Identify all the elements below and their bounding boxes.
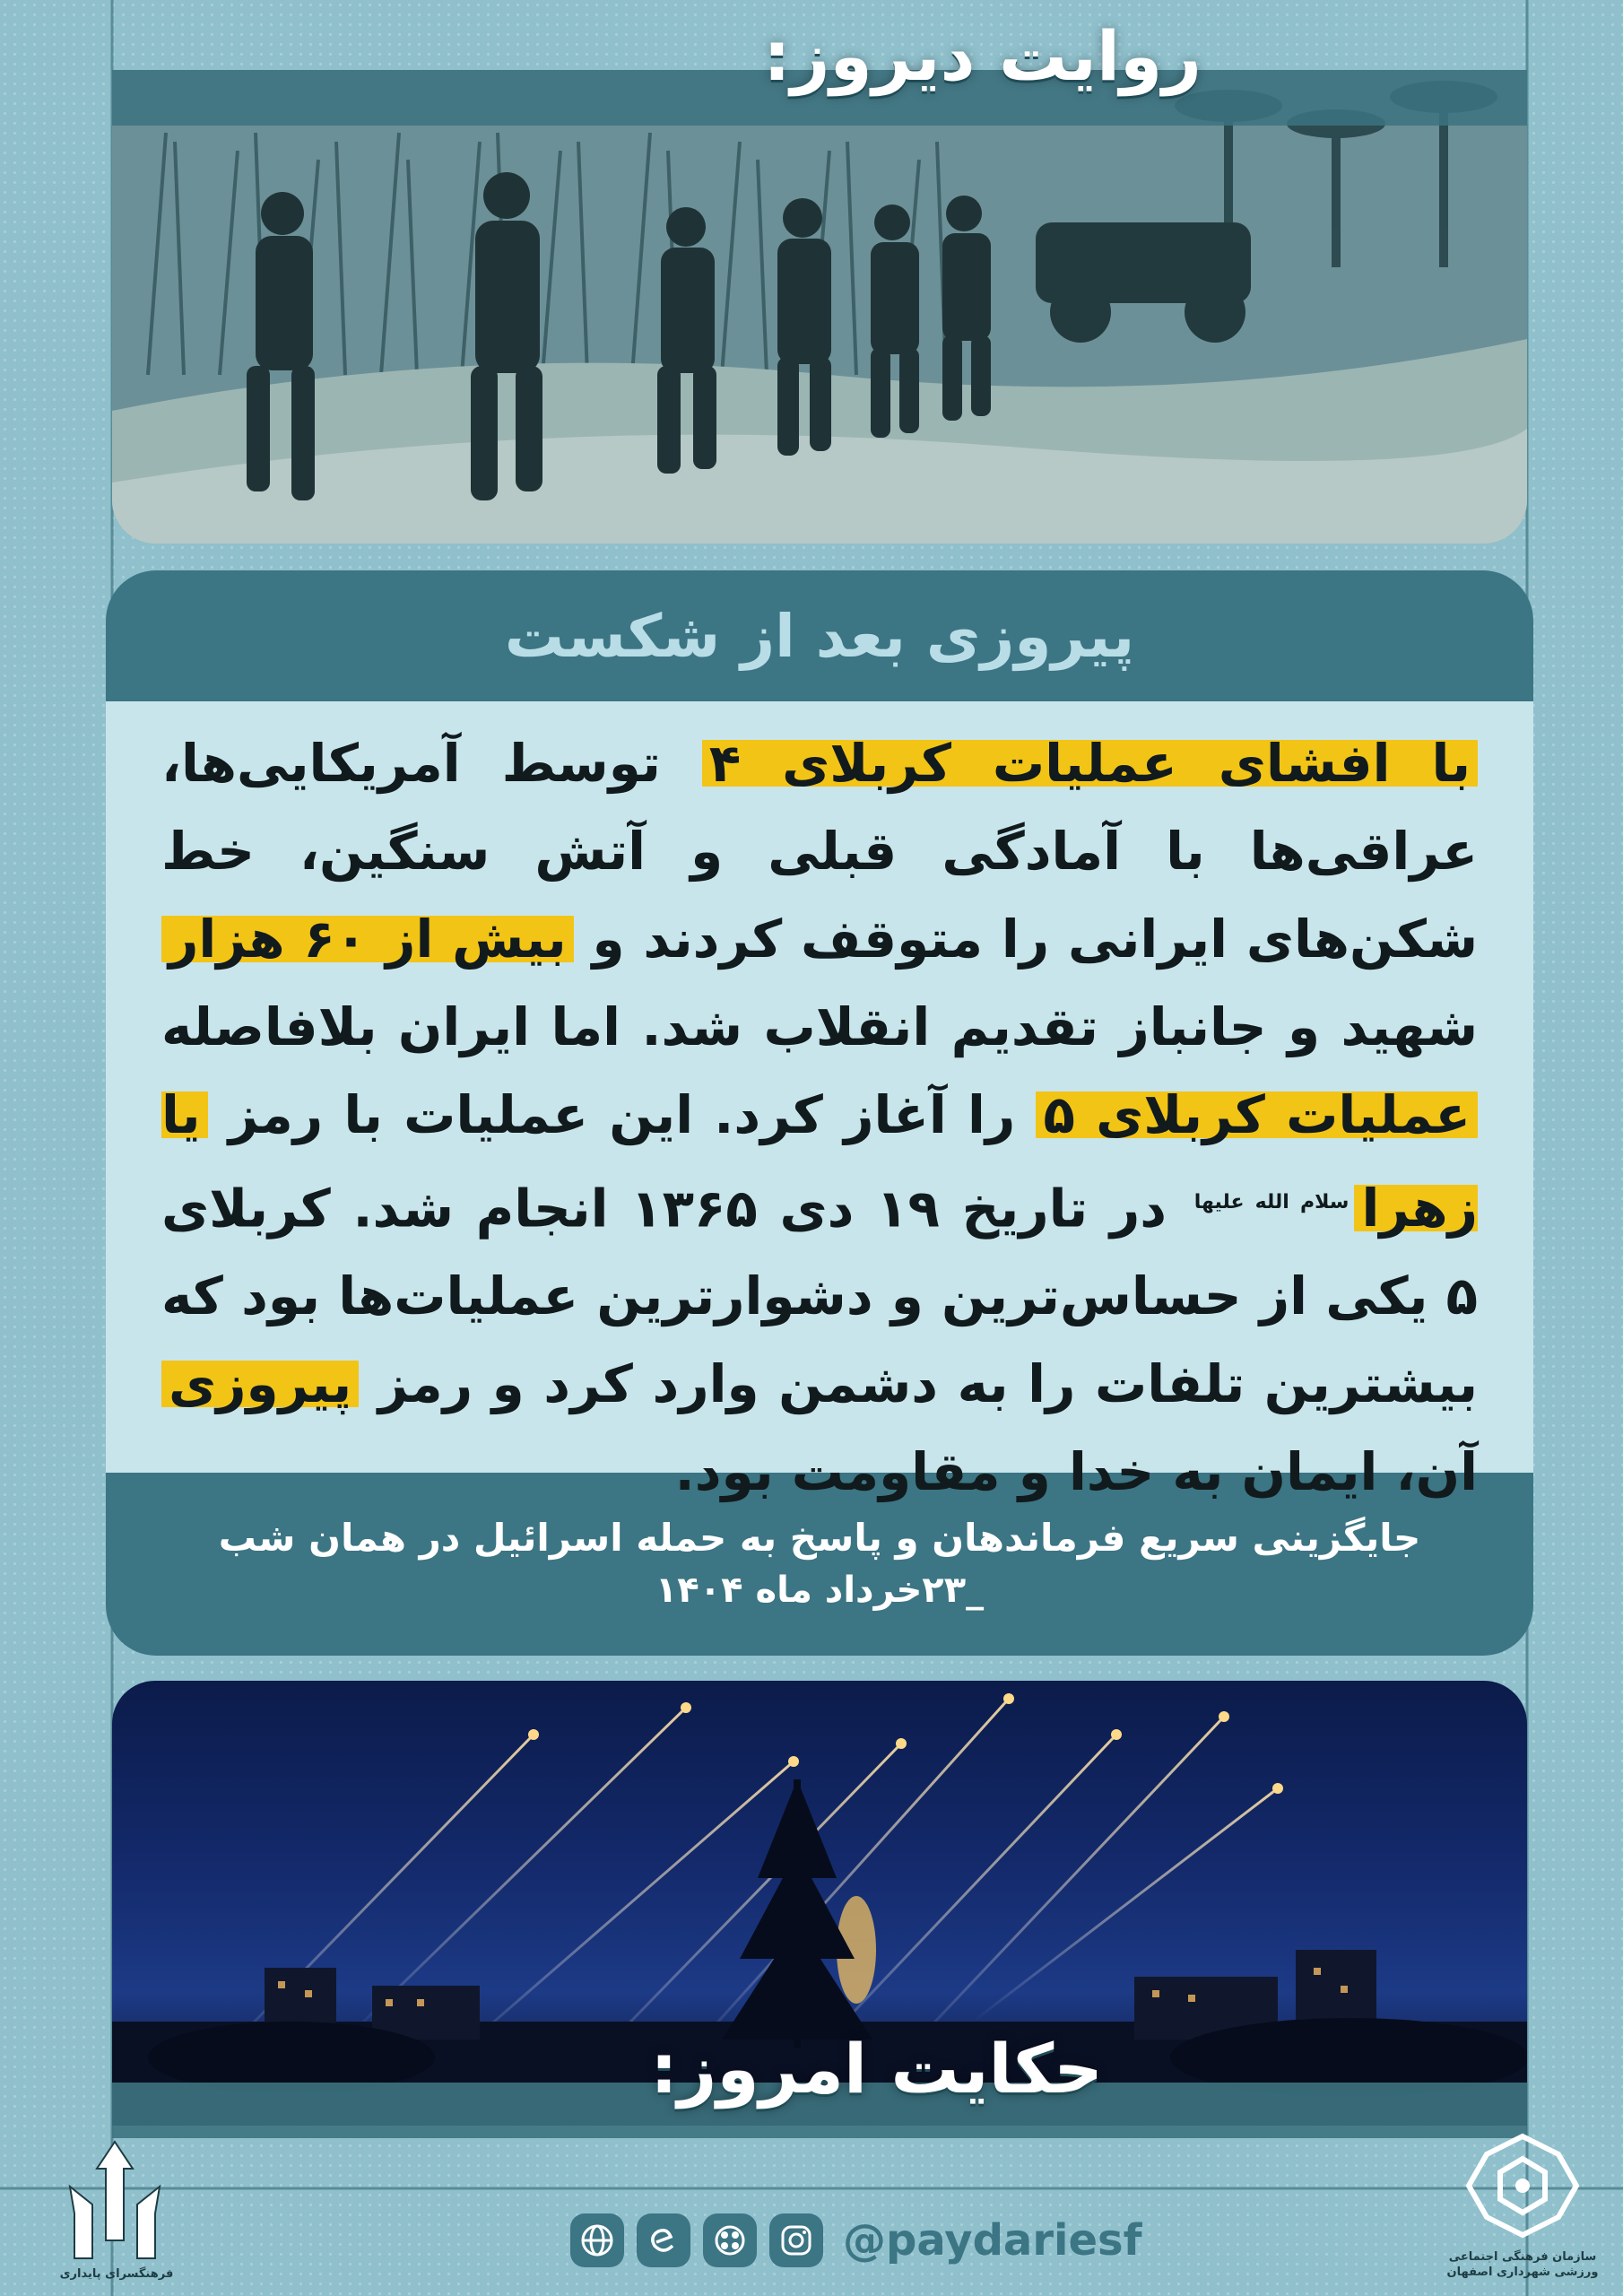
municipality-logo [1460, 2127, 1585, 2244]
municipality-caption-line2: ورزشی شهرداری اصفهان [1446, 2266, 1599, 2279]
photo-soldiers [112, 70, 1527, 544]
highlight-victory: پیروزی [161, 1353, 359, 1414]
social-bar [570, 2210, 1141, 2271]
municipality-caption [1435, 2249, 1610, 2280]
story-segment: آن، ایمان به خدا و مقاومت بود. [674, 1441, 1478, 1503]
bottom-title: حکایت امروز: [650, 2029, 1103, 2109]
card-footer [106, 1473, 1533, 1656]
story-segment: را آغاز کرد. این عملیات با رمز [207, 1084, 1037, 1145]
municipality-caption-line1: سازمان فرهنگی اجتماعی [1448, 2250, 1597, 2264]
story-segment: شهید و جانباز تقدیم انقلاب شد. اما ایران بلافاصله [161, 996, 1478, 1057]
story-segment: توسط آمریکایی‌ها، عراقی‌ها با آمادگی قبلی و آتش سنگین، خط شکن‌های ایرانی را متوقف کردند و [161, 733, 1478, 970]
honorific-superscript: سلام الله علیها [1193, 1191, 1350, 1213]
highlight-casualties: بیش از ۶۰ هزار [161, 909, 574, 970]
card-header [106, 570, 1533, 701]
footer-date: _۲۳خرداد ماه ۱۴۰۴ [655, 1570, 985, 1611]
paydari-caption: فرهنگسرای پایداری [59, 2267, 174, 2281]
card-body [106, 701, 1533, 1503]
soldiers-illustration [112, 70, 1527, 544]
aparat-icon[interactable] [703, 2213, 757, 2267]
page-title: روایت دیروز: [763, 16, 1202, 96]
instagram-icon[interactable] [769, 2213, 823, 2267]
story-text [161, 719, 1478, 1516]
highlight-karbala5: عملیات کربلای ۵ [1036, 1084, 1478, 1145]
highlight-password: یا زهرا [161, 1084, 1479, 1239]
card-title: پیروزی بعد از شکست [504, 601, 1135, 671]
story-segment: در تاریخ ۱۹ دی ۱۳۶۵ انجام شد. کربلای ۵ یکی از حساس‌ترین و دشوارترین عملیات‌ها بود که بیشترین تلفات را به دشمن وارد کرد و رمز [161, 1178, 1478, 1415]
social-handle[interactable]: @paydariesf [843, 2215, 1142, 2266]
eitaa-icon[interactable] [637, 2213, 690, 2267]
footer-headline: جایگزینی سریع فرماندهان و پاسخ به حمله اسرائیل در همان شب [218, 1516, 1421, 1560]
web-icon[interactable] [570, 2213, 624, 2267]
paydari-logo [52, 2133, 178, 2285]
highlight-karbala4: با افشای عملیات کربلای ۴ [702, 733, 1478, 794]
story-card [106, 570, 1533, 1656]
